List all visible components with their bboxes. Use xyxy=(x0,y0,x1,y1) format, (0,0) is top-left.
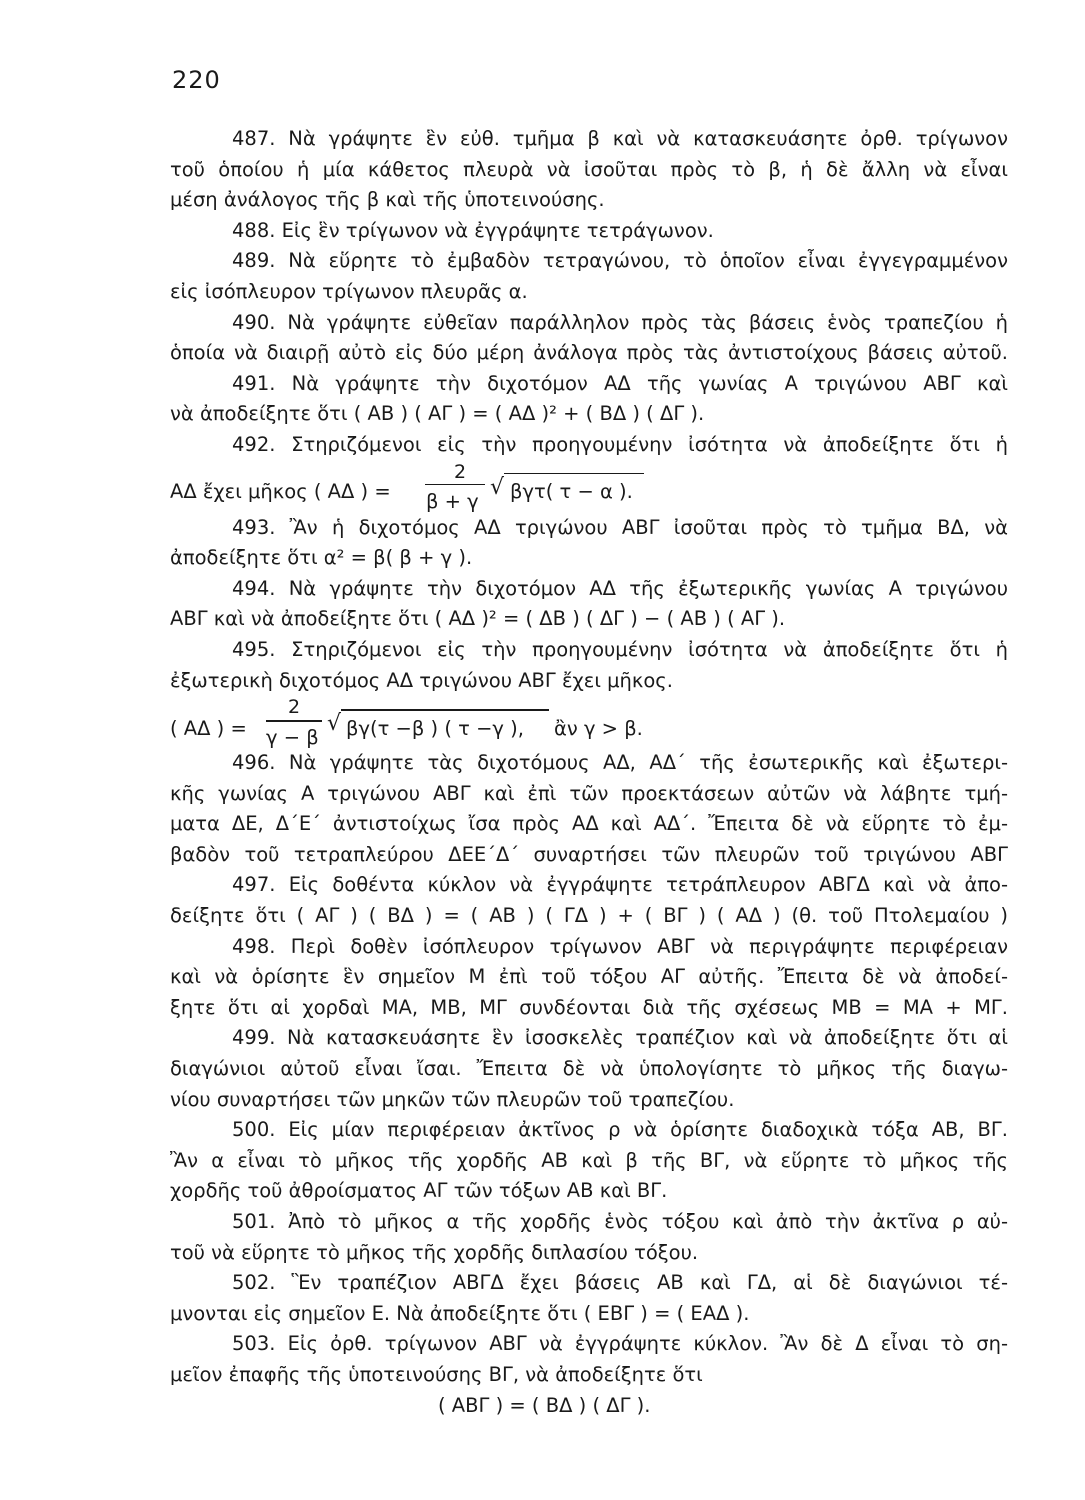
exercise-493-line-2: ἀποδείξητε ὅτι α² = β( β + γ ). xyxy=(170,546,473,570)
formula-2-condition: ἂν γ > β. xyxy=(554,717,643,741)
exercise-489-line-1: 489. Νὰ εὕρητε τὸ ἐμβαδὸν τετραγώνου, τὸ ὁποῖον εἶναι ἐγγεγραμμένον xyxy=(232,249,1008,273)
exercise-499-line-1: 499. Νὰ κατασκευάσητε ἓν ἰσοσκελὲς τραπέζιον καὶ νὰ ἀποδείξητε ὅτι αἱ xyxy=(232,1026,1008,1050)
formula-external-bisector-length xyxy=(170,696,1008,748)
exercise-489-line-2: εἰς ἰσόπλευρον τρίγωνον πλευρᾶς α. xyxy=(170,279,528,303)
exercise-490-line-1: 490. Νὰ γράψητε εὐθεῖαν παράλληλον πρὸς τὰς βάσεις ἑνὸς τραπεζίου ἡ xyxy=(232,310,1008,334)
formula-1-prefix: ΑΔ ἔχει μῆκος ( ΑΔ ) = xyxy=(170,479,391,503)
exercise-503-line-3: ( ΑΒΓ ) = ( ΒΔ ) ( ΔΓ ). xyxy=(438,1393,651,1417)
formula-2-root-sign: √ xyxy=(327,711,342,737)
exercise-487-line-1: 487. Νὰ γράψητε ἓν εὐθ. τμῆμα β καὶ νὰ κατασκευάσητε ὀρθ. τρίγωνον xyxy=(232,127,1008,150)
exercise-496-line-3: ματα ΔΕ, Δ΄Ε΄ ἀντιστοίχως ἴσα πρὸς ΑΔ καὶ ΑΔ΄. Ἔπειτα δὲ νὰ εὕρητε τὸ ἐμ- xyxy=(170,812,1008,836)
exercise-495-line-2: ἐξωτερικὴ διχοτόμος ΑΔ τριγώνου ΑΒΓ ἔχει μῆκος. xyxy=(170,668,673,692)
formula-1-root-sign: √ xyxy=(490,474,505,500)
exercise-495-line-1: 495. Στηριζόμενοι εἰς τὴν προηγουμένην ἰσότητα νὰ ἀποδείξητε ὅτι ἡ xyxy=(232,637,1008,661)
exercise-500-line-2: Ἂν α εἶναι τὸ μῆκος τῆς χορδῆς ΑΒ καὶ β τῆς ΒΓ, νὰ εὕρητε τὸ μῆκος τῆς xyxy=(170,1148,1008,1172)
exercise-490-line-2: ὁποία νὰ διαιρῇ αὐτὸ εἰς δύο μέρη ἀνάλογα πρὸς τὰς ἀντιστοίχους βάσεις αὐτοῦ. xyxy=(170,341,1008,365)
exercise-500-line-3: χορδῆς τοῦ ἀθροίσματος ΑΓ τῶν τόξων ΑΒ καὶ ΒΓ. xyxy=(170,1179,668,1203)
exercise-498-line-3: ξητε ὅτι αἱ χορδαὶ ΜΑ, ΜΒ, ΜΓ συνδέονται διὰ τῆς σχέσεως ΜΒ = ΜΑ + ΜΓ. xyxy=(170,995,1008,1019)
exercise-501-line-1: 501. Ἀπὸ τὸ μῆκος α τῆς χορδῆς ἑνὸς τόξου καὶ ἀπὸ τὴν ἀκτῖνα ρ αὐ- xyxy=(232,1210,1008,1233)
exercise-501-line-2: τοῦ νὰ εὕρητε τὸ μῆκος τῆς χορδῆς διπλασίου τόξου. xyxy=(170,1240,699,1264)
formula-2-fraction-bar xyxy=(266,720,322,722)
page-number: 220 xyxy=(172,66,221,94)
formula-2-radical-bar xyxy=(341,709,549,711)
exercise-494-line-1: 494. Νὰ γράψητε τὴν διχοτόμον ΑΔ τῆς ἐξωτερικῆς γωνίας Α τριγώνου xyxy=(232,576,1008,600)
exercise-503-line-1: 503. Εἰς ὀρθ. τρίγωνον ΑΒΓ νὰ ἐγγράψητε κύκλον. Ἂν δὲ Δ εἶναι τὸ ση- xyxy=(232,1332,1008,1356)
formula-1-radicand: βγτ( τ − α ). xyxy=(510,479,633,503)
exercise-499-line-2: διαγώνιοι αὐτοῦ εἶναι ἴσαι. Ἔπειτα δὲ νὰ ὑπολογίσητε τὸ μῆκος τῆς διαγω- xyxy=(170,1057,1008,1081)
exercise-494-line-2: ΑΒΓ καὶ νὰ ἀποδείξητε ὅτι ( ΑΔ )² = ( ΔΒ ) ( ΔΓ ) − ( ΑΒ ) ( ΑΓ ). xyxy=(170,607,786,631)
formula-2-prefix: ( ΑΔ ) = xyxy=(170,717,247,741)
exercise-499-line-3: νίου συναρτήσει τῶν μηκῶν τῶν πλευρῶν τοῦ τραπεζίου. xyxy=(170,1087,735,1111)
exercise-502-line-1: 502. Ἓν τραπέζιον ΑΒΓΔ ἔχει βάσεις ΑΒ καὶ ΓΔ, αἱ δὲ διαγώνιοι τέ- xyxy=(232,1271,1008,1295)
exercise-492-line-1: 492. Στηριζόμενοι εἰς τὴν προηγουμένην ἰσότητα νὰ ἀποδείξητε ὅτι ἡ xyxy=(232,432,1008,456)
formula-1-fraction-bar xyxy=(425,484,485,486)
formula-1-denominator: β + γ xyxy=(426,489,479,513)
exercise-498-line-2: καὶ νὰ ὁρίσητε ἓν σημεῖον Μ ἐπὶ τοῦ τόξου ΑΓ αὐτῆς. Ἔπειτα δὲ νὰ ἀποδεί- xyxy=(170,965,1008,989)
exercise-488: 488. Εἰς ἓν τρίγωνον νὰ ἐγγράψητε τετράγωνον. xyxy=(232,218,714,242)
exercise-list xyxy=(170,124,1008,1421)
exercise-496-line-2: κῆς γωνίας Α τριγώνου ΑΒΓ καὶ ἐπὶ τῶν προεκτάσεων αὐτῶν νὰ λάβητε τμή- xyxy=(170,781,1008,805)
formula-bisector-length xyxy=(170,461,1008,513)
exercise-497-line-1: 497. Εἰς δοθέντα κύκλον νὰ ἐγγράψητε τετράπλευρον ΑΒΓΔ καὶ νὰ ἀπο- xyxy=(232,873,1008,897)
exercise-496-line-4: βαδὸν τοῦ τετραπλεύρου ΔΕΕ΄Δ΄ συναρτήσει τῶν πλευρῶν τοῦ τριγώνου ΑΒΓ xyxy=(170,842,1008,866)
formula-1-radical-bar xyxy=(504,473,644,475)
formula-2-numerator: 2 xyxy=(288,696,301,719)
exercise-493-line-1: 493. Ἂν ἡ διχοτόμος ΑΔ τριγώνου ΑΒΓ ἰσοῦται πρὸς τὸ τμῆμα ΒΔ, νὰ xyxy=(232,515,1008,539)
exercise-487-line-2: τοῦ ὁποίου ἡ μία κάθετος πλευρὰ νὰ ἰσοῦται πρὸς τὸ β, ἡ δὲ ἄλλη νὰ εἶναι xyxy=(170,157,1008,181)
exercise-498-line-1: 498. Περὶ δοθὲν ἰσόπλευρον τρίγωνον ΑΒΓ νὰ περιγράψητε περιφέρειαν xyxy=(232,934,1008,958)
exercise-491-line-1: 491. Νὰ γράψητε τὴν διχοτόμον ΑΔ τῆς γωνίας Α τριγώνου ΑΒΓ καὶ xyxy=(232,371,1008,395)
formula-2-radicand: βγ(τ −β ) ( τ −γ ), xyxy=(346,717,524,741)
formula-2-denominator: γ − β xyxy=(266,726,319,750)
exercise-503-line-2: μεῖον ἐπαφῆς τῆς ὑποτεινούσης ΒΓ, νὰ ἀποδείξητε ὅτι xyxy=(170,1362,703,1386)
exercise-487-line-3: μέση ἀνάλογος τῆς β καὶ τῆς ὑποτεινούσης. xyxy=(170,188,605,212)
exercise-500-line-1: 500. Εἰς μίαν περιφέρειαν ἀκτῖνος ρ νὰ ὁρίσητε διαδοχικὰ τόξα ΑΒ, ΒΓ. xyxy=(232,1118,1008,1142)
exercise-502-line-2: μνονται εἰς σημεῖον Ε. Νὰ ἀποδείξητε ὅτι ( ΕΒΓ ) = ( ΕΑΔ ). xyxy=(170,1301,750,1325)
exercise-497-line-2: δείξητε ὅτι ( ΑΓ ) ( ΒΔ ) = ( ΑΒ ) ( ΓΔ ) + ( ΒΓ ) ( ΑΔ ) (θ. τοῦ Πτολεμαίου ) xyxy=(170,904,1008,928)
exercise-496-line-1: 496. Νὰ γράψητε τὰς διχοτόμους ΑΔ, ΑΔ΄ τῆς ἐσωτερικῆς καὶ ἐξωτερι- xyxy=(232,751,1008,775)
formula-1-numerator: 2 xyxy=(454,460,467,483)
exercise-491-line-2: νὰ ἀποδείξητε ὅτι ( ΑΒ ) ( ΑΓ ) = ( ΑΔ )² + ( ΒΔ ) ( ΔΓ ). xyxy=(170,402,705,426)
